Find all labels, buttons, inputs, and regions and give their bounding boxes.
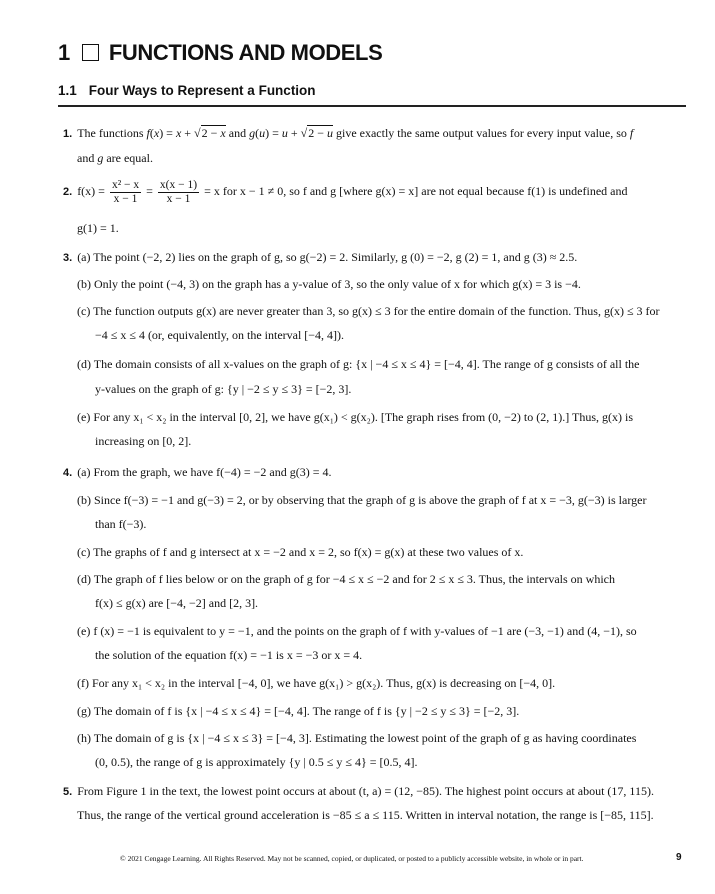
problem-4h-line-1: (h) The domain of g is {x | −4 ≤ x ≤ 3} = [−4, 3]. Estimating the lowest point of the graph of g as having coordinates <box>77 731 637 745</box>
problem-3d-line-2: y-values on the graph of g: {y | −2 ≤ y ≤ 3} = [−2, 3]. <box>95 382 352 396</box>
section-title: Four Ways to Represent a Function <box>88 83 316 98</box>
chapter-heading <box>58 40 382 66</box>
problem-number: 2. <box>63 185 73 198</box>
problem-3e-line-1: (e) For any x₁ < x₂ in the interval [0, 2], we have g(x₁) < g(x₂). [The graph rises from (0, −2) to (2, 1).] Thus, g(x) is <box>77 410 634 424</box>
problem-2-line-1: 2. f(x) = $\frac{\text{x² − x}}{x - 1}$ = $\frac{x(x - 1)}{x - 1}$ = x for x − 1 ≠ 0, so f and g [where g(x) = x] are not equal because f(1) is undefined and <box>63 179 628 205</box>
problem-3c-line-1: (c) The function outputs g(x) are never greater than 3, so g(x) ≤ 3 for the entire domain of the function. Thus, g(x) ≤ 3 for <box>77 304 660 318</box>
problem-4e-line-2: the solution of the equation f(x) = −1 is x = −3 or x = 4. <box>95 648 363 662</box>
problem-3e-line-2: increasing on [0, 2]. <box>95 434 192 448</box>
problem-number: 1. <box>63 128 73 140</box>
problem-5-line-2: Thus, the range of the vertical ground acceleration is −85 ≤ a ≤ 115. Written in interval notation, the range is [−85, 115]. <box>77 808 654 822</box>
problem-4e-line-1: (e) f (x) = −1 is equivalent to y = −1, and the points on the graph of f with y-values of −1 are (−3, −1) and (4, −1), so <box>77 624 637 638</box>
section-number: 1.1 <box>58 83 77 98</box>
checkbox-square-icon <box>82 44 99 61</box>
problem-4d-line-2: f(x) ≤ g(x) are [−4, −2] and [2, 3]. <box>95 596 259 610</box>
problem-4d-line-1: (d) The graph of f lies below or on the graph of g for −4 ≤ x ≤ −2 and for 2 ≤ x ≤ 3. Thus, the intervals on which <box>77 572 615 586</box>
chapter-number: 1 <box>58 40 70 65</box>
problem-2-line-2: g(1) = 1. <box>77 221 119 235</box>
chapter-title: FUNCTIONS AND MODELS <box>108 40 383 65</box>
problem-4h-line-2: (0, 0.5), the range of g is approximately {y | 0.5 ≤ y ≤ 4} = [0.5, 4]. <box>95 755 418 769</box>
section-heading <box>58 83 316 98</box>
problem-4b-line-2: than f(−3). <box>95 517 147 531</box>
problem-number: 3. <box>63 252 73 264</box>
fraction: $\frac{\text{x² − x}}{x - 1}$ <box>111 179 140 205</box>
problem-4c: (c) The graphs of f and g intersect at x = −2 and x = 2, so f(x) = g(x) at these two values of x. <box>77 545 524 559</box>
problem-4b-line-1: (b) Since f(−3) = −1 and g(−3) = 2, or by observing that the graph of g is above the graph of f at x = −3, g(−3) is larger <box>77 493 647 507</box>
problem-3a: 3. (a) The point (−2, 2) lies on the graph of g, so g(−2) = 2. Similarly, g (0) = −2, g (2) = 1, and g (3) ≈ 2.5. <box>63 250 578 264</box>
problem-number: 4. <box>63 467 73 479</box>
problem-4f: (f) For any x₁ < x₂ in the interval [−4, 0], we have g(x₁) > g(x₂). Thus, g(x) is decreasing on [−4, 0]. <box>77 676 556 690</box>
problem-3b: (b) Only the point (−4, 3) on the graph has a y-value of 3, so the only value of x for which g(x) = 3 is −4. <box>77 277 581 291</box>
problem-3c-line-2: −4 ≤ x ≤ 4 (or, equivalently, on the interval [−4, 4]). <box>95 328 345 342</box>
copyright-footer: © 2021 Cengage Learning. All Rights Reserved. May not be scanned, copied, or duplicated, or posted to a publicly accessible website, in whole or in part. <box>120 854 584 863</box>
problem-number: 5. <box>63 786 73 798</box>
section-divider <box>58 105 686 107</box>
problem-1-line-1: 1. The functions f(x) = x + √2 − x and g(u) = u + √2 − u give exactly the same output values for every input value, so f <box>63 126 634 140</box>
problem-5-line-1: 5. From Figure 1 in the text, the lowest point occurs at about (t, a) = (12, −85). The highest point occurs at about (17, 115). <box>63 784 654 798</box>
problem-1-line-2: and g are equal. <box>77 151 153 165</box>
problem-4a: 4. (a) From the graph, we have f(−4) = −2 and g(3) = 4. <box>63 465 332 479</box>
fraction: $\frac{x(x - 1)}{x - 1}$ <box>159 179 198 205</box>
page-number: 9 <box>676 852 682 863</box>
problem-4g: (g) The domain of f is {x | −4 ≤ x ≤ 4} = [−4, 4]. The range of f is {y | −2 ≤ y ≤ 3} = [−2, 3]. <box>77 704 520 718</box>
problem-3d-line-1: (d) The domain consists of all x-values on the graph of g: {x | −4 ≤ x ≤ 4} = [−4, 4]. The range of g consists of all the <box>77 357 640 371</box>
